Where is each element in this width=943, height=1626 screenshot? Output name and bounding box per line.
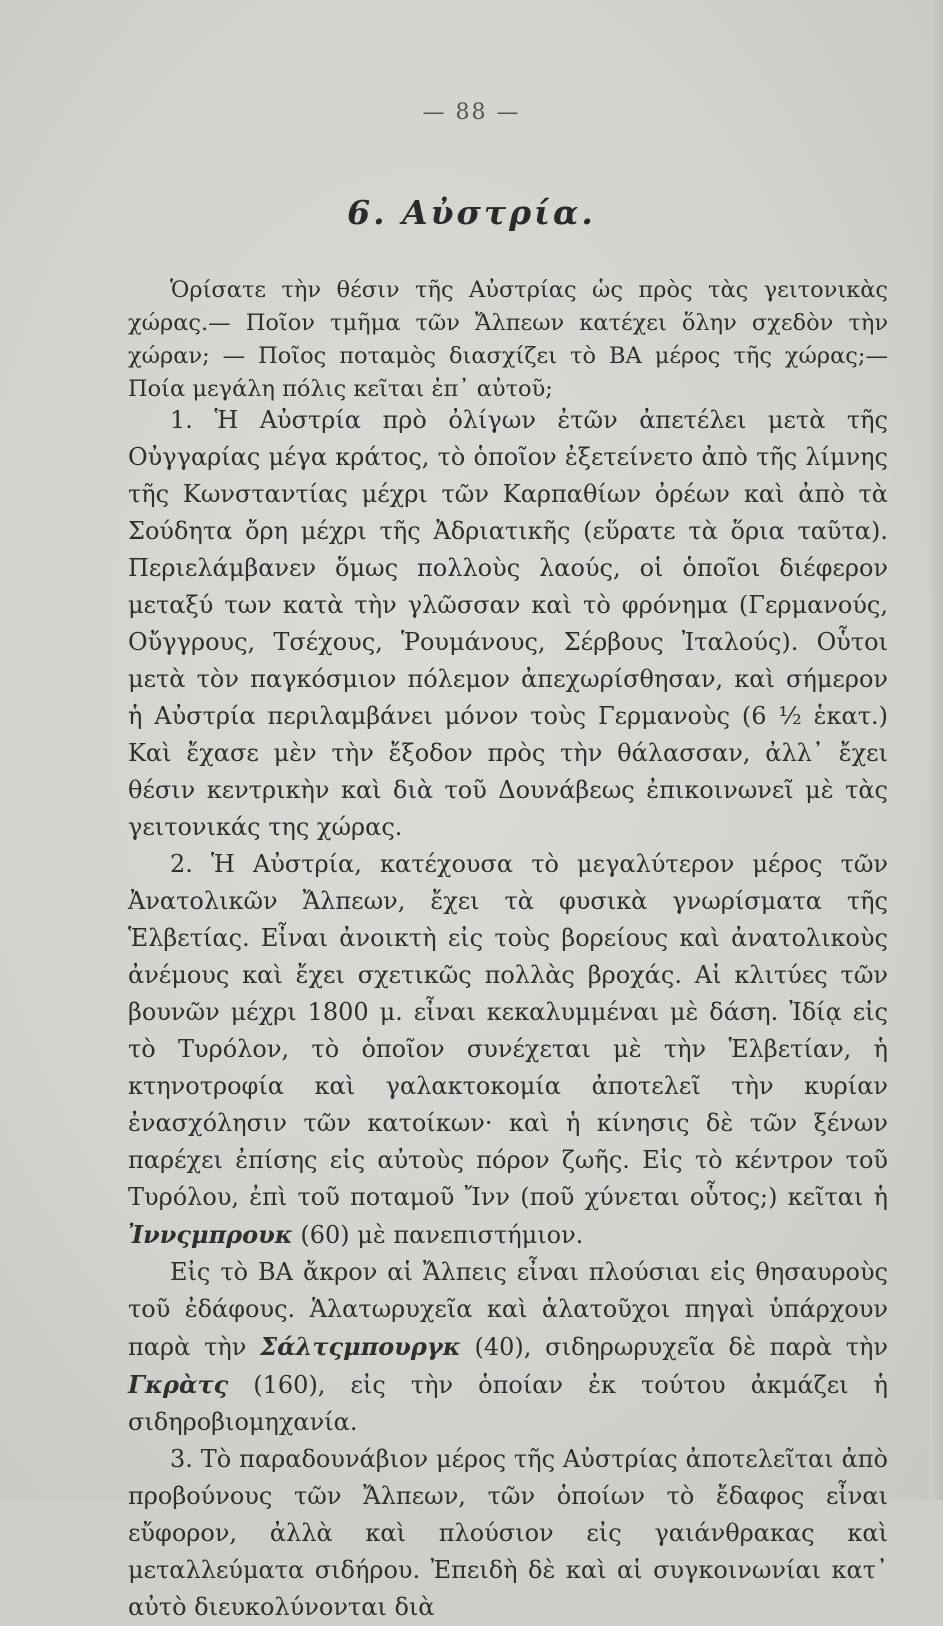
paragraph-2 xyxy=(128,846,888,1254)
paragraph-4 xyxy=(128,1441,888,1626)
paragraph-3 xyxy=(128,1254,888,1441)
paragraph-3-end: (160), εἰς τὴν ὁποίαν ἐκ τούτου ἀκμάζει ἡ σιδηροβιομηχανία. xyxy=(128,1371,888,1436)
place-name-salzburg: Σάλτςμπουργκ xyxy=(260,1332,461,1361)
paragraph-4-text: 3. Τὸ παραδουνάβιον μέρος τῆς Αὐστρίας ἀποτελεῖται ἀπὸ προβούνους τῶν Ἄλπεων, τῶν ὁποίων τὸ ἔδαφος εἶναι εὔφορον, ἀλλὰ καὶ πλούσιον εἰς γαιάνθρακας καὶ μεταλλεύματα σιδήρου. Ἐπειδὴ δὲ καὶ αἱ συγκοινωνίαι κατ᾽ αὐτὸ διευκολύνονται διὰ xyxy=(128,1445,888,1621)
paragraph-1 xyxy=(128,402,888,846)
place-name-innsbruck: Ἰννςμπρουκ xyxy=(128,1220,293,1249)
paragraph-3-middle: (40), σιδηρωρυχεῖα δὲ παρὰ τὴν xyxy=(460,1333,888,1361)
paragraph-3-text: Εἰς τὸ ΒΑ ἄκρον αἱ Ἄλπεις εἶναι πλούσιαι εἰς θησαυροὺς τοῦ ἐδάφους. Ἁλατωρυχεῖα καὶ ἁλατοῦχοι πηγαὶ ὑπάρχουν παρὰ τὴν xyxy=(128,1258,888,1361)
body-text xyxy=(128,402,888,1626)
paragraph-2-end: (60) μὲ πανεπιστήμιον. xyxy=(292,1221,584,1249)
paragraph-1-text: 1. Ἡ Αὐστρία πρὸ ὀλίγων ἐτῶν ἀπετέλει μετὰ τῆς Οὐγγαρίας μέγα κράτος, τὸ ὁποῖον ἐξετείνετο ἀπὸ τῆς λίμνης τῆς Κωνσταντίας μέχρι τῶν Καρπαθίων ὀρέων καὶ ἀπὸ τὰ Σούδητα ὄρη μέχρι τῆς Ἀδριατικῆς (εὕρατε τὰ ὅρια ταῦτα). Περιελάμβανεν ὅμως πολλοὺς λαούς, οἱ ὁποῖοι διέφερον μεταξύ των κατὰ τὴν γλῶσσαν καὶ τὸ φρόνημα (Γερμανούς, Οὔγγρους, Τσέχους, Ῥουμάνους, Σέρβους Ἰταλούς). Οὗτοι μετὰ τὸν παγκόσμιον πόλεμον ἀπεχωρίσθησαν, καὶ σήμερον ἡ Αὐστρία περιλαμβάνει μόνον τοὺς Γερμανοὺς (6 ½ ἑκατ.) Καὶ ἔχασε μὲν τὴν ἔξοδον πρὸς τὴν θάλασσαν, ἀλλ᾽ ἔχει θέσιν κεντρικὴν καὶ διὰ τοῦ Δουνάβεως ἐπικοινωνεῖ μὲ τὰς γειτονικάς της χώρας. xyxy=(128,406,888,841)
questions-paragraph: Ὁρίσατε τὴν θέσιν τῆς Αὐστρίας ὡς πρὸς τὰς γειτονικὰς χώρας.— Ποῖον τμῆμα τῶν Ἄλπεων κατέχει ὅλην σχεδὸν τὴν χώραν; — Ποῖος ποταμὸς διασχίζει τὸ ΒΑ μέρος τῆς χώρας;—Ποία μεγάλη πόλις κεῖται ἐπ᾽ αὐτοῦ; xyxy=(128,277,888,402)
paragraph-2-text: 2. Ἡ Αὐστρία, κατέχουσα τὸ μεγαλύτερον μέρος τῶν Ἀνατολικῶν Ἄλπεων, ἔχει τὰ φυσικὰ γνωρίσματα τῆς Ἑλβετίας. Εἶναι ἀνοικτὴ εἰς τοὺς βορείους καὶ ἀνατολικοὺς ἀνέμους καὶ ἔχει σχετικῶς πολλὰς βροχάς. Αἱ κλιτύες τῶν βουνῶν μέχρι 1800 μ. εἶναι κεκαλυμμέναι μὲ δάση. Ἰδίᾳ εἰς τὸ Τυρόλον, τὸ ὁποῖον συνέχεται μὲ τὴν Ἑλβετίαν, ἡ κτηνοτροφία καὶ γαλακτοκομία ἀποτελεῖ τὴν κυρίαν ἐνασχόλησιν τῶν κατοίκων· καὶ ἡ κίνησις δὲ τῶν ξένων παρέχει ἐπίσης εἰς αὐτοὺς πόρον ζωῆς. Εἰς τὸ κέντρον τοῦ Τυρόλου, ἐπὶ τοῦ ποταμοῦ Ἴνν (ποῦ χύνεται οὗτος;) κεῖται ἡ xyxy=(128,850,888,1211)
review-questions xyxy=(128,274,888,406)
chapter-title: 6. Αὐστρία. xyxy=(347,193,596,232)
place-name-graz: Γκρὰτς xyxy=(128,1370,229,1399)
page-number: — 88 — xyxy=(422,100,521,125)
